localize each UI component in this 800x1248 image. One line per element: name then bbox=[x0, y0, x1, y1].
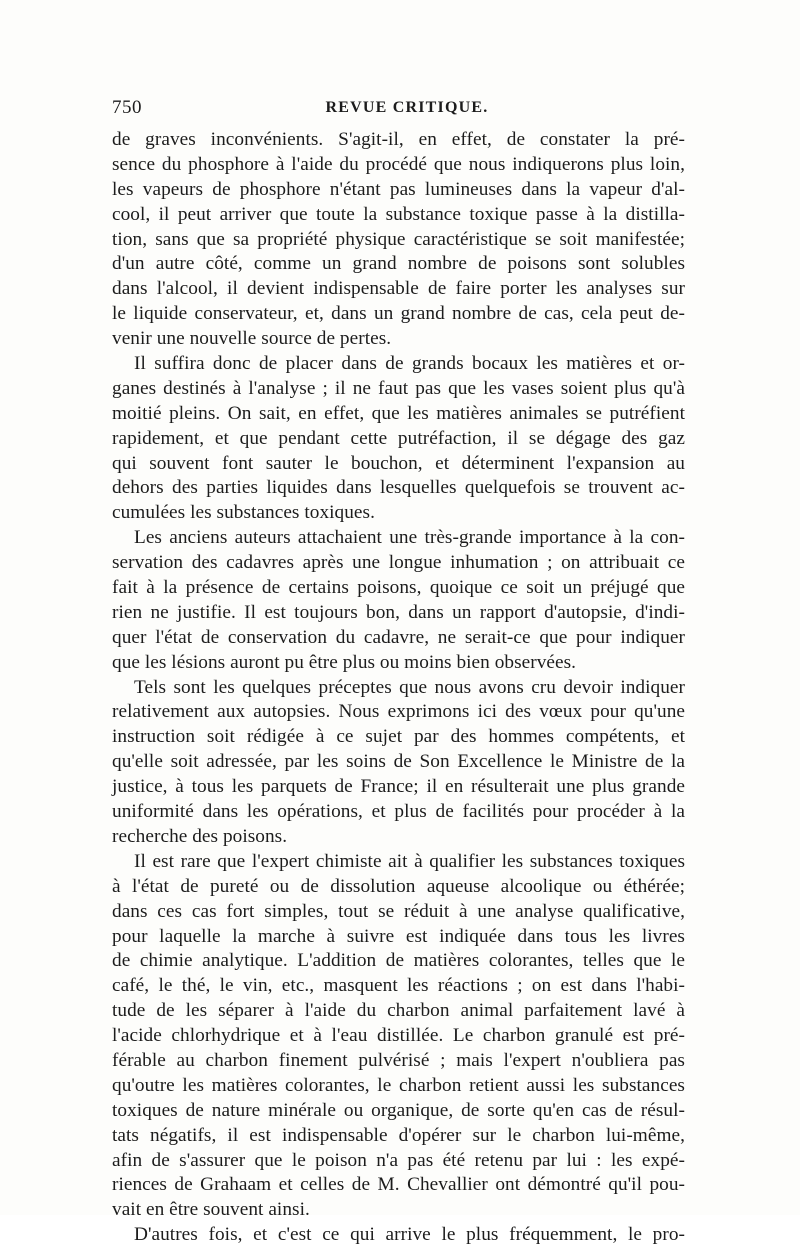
text-line: cool, il peut arriver que toute la substance toxique passe à la distilla- bbox=[112, 203, 685, 225]
text-line: que les lésions auront pu être plus ou moins bien observées. bbox=[112, 651, 577, 673]
text-line: cumulées les substances toxiques. bbox=[112, 502, 375, 524]
text-line: toxiques de nature minérale ou organique, de sorte qu'en cas de résul- bbox=[112, 1099, 685, 1121]
text-line: venir une nouvelle source de pertes. bbox=[112, 328, 392, 350]
text-line: férable au charbon finement pulvérisé ; mais l'expert n'oubliera pas bbox=[112, 1049, 685, 1071]
text-line: rapidement, et que pendant cette putréfaction, il se dégage des gaz bbox=[112, 427, 685, 449]
text-line: rien ne justifie. Il est toujours bon, dans un rapport d'autopsie, d'indi- bbox=[112, 601, 685, 623]
text-line: Les anciens auteurs attachaient une très-grande importance à la con- bbox=[134, 527, 685, 549]
text-line: uniformité dans les opérations, et plus de facilités pour procéder à la bbox=[112, 801, 685, 823]
text-line: relativement aux autopsies. Nous exprimons ici des vœux pour qu'une bbox=[112, 701, 685, 723]
text-line: riences de Grahaam et celles de M. Chevallier ont démontré qu'il pou- bbox=[112, 1174, 685, 1196]
text-line: qu'elle soit adressée, par les soins de Son Excellence le Ministre de la bbox=[112, 751, 685, 773]
text-line: dehors des parties liquides dans lesquelles quelquefois se trouvent ac- bbox=[112, 477, 685, 499]
text-line: tion, sans que sa propriété physique caractéristique se soit manifestée; bbox=[112, 228, 685, 250]
running-head bbox=[112, 97, 688, 125]
text-line: servation des cadavres après une longue inhumation ; on attribuait ce bbox=[112, 552, 685, 574]
text-line: de chimie analytique. L'addition de matières colorantes, telles que le bbox=[112, 950, 685, 972]
running-title: REVUE CRITIQUE. bbox=[325, 99, 489, 116]
text-line: qui souvent font sauter le bouchon, et déterminent l'expansion au bbox=[112, 452, 685, 474]
text-line: de graves inconvénients. S'agit-il, en effet, de constater la pré- bbox=[112, 129, 685, 150]
text-line: à l'état de pureté ou de dissolution aqueuse alcoolique ou éthérée; bbox=[112, 875, 685, 897]
text-line: Il est rare que l'expert chimiste ait à qualifier les substances toxiques bbox=[134, 850, 685, 872]
text-line: les vapeurs de phosphore n'étant pas lumineuses dans la vapeur d'al- bbox=[112, 178, 685, 200]
text-line: justice, à tous les parquets de France; il en résulterait une plus grande bbox=[112, 776, 685, 798]
text-line: dans l'alcool, il devient indispensable de faire porter les analyses sur bbox=[112, 278, 685, 300]
text-line: D'autres fois, et c'est ce qui arrive le plus fréquemment, le pro- bbox=[134, 1224, 685, 1246]
text-line: café, le thé, le vin, etc., masquent les réactions ; on est dans l'habi- bbox=[112, 975, 685, 997]
text-line: vait en être souvent ainsi. bbox=[112, 1199, 310, 1221]
text-line: qu'outre les matières colorantes, le charbon retient aussi les substances bbox=[112, 1074, 685, 1096]
text-line: Il suffira donc de placer dans de grands bocaux les matières et or- bbox=[134, 353, 685, 375]
text-line: sence du phosphore à l'aide du procédé que nous indiquerons plus loin, bbox=[112, 153, 685, 175]
text-line: instruction soit rédigée à ce sujet par des hommes compétents, et bbox=[112, 726, 685, 748]
text-line: fait à la présence de certains poisons, quoique ce soit un préjugé que bbox=[112, 577, 685, 599]
text-line: pour laquelle la marche à suivre est indiquée dans tous les livres bbox=[112, 925, 685, 947]
text-line: l'acide chlorhydrique et à l'eau distillée. Le charbon granulé est pré- bbox=[112, 1025, 685, 1047]
text-line: tude de les séparer à l'aide du charbon animal parfaitement lavé à bbox=[112, 1000, 685, 1022]
text-line: d'un autre côté, comme un grand nombre de poisons sont solubles bbox=[112, 253, 685, 275]
text-line: recherche des poisons. bbox=[112, 825, 288, 847]
text-line: dans ces cas fort simples, tout se réduit à une analyse qualificative, bbox=[112, 900, 685, 922]
text-line: Tels sont les quelques préceptes que nous avons cru devoir indiquer bbox=[134, 676, 685, 698]
body-text bbox=[112, 128, 685, 1248]
text-line: afin de s'assurer que le poison n'a pas été retenu par lui : les expé- bbox=[112, 1149, 685, 1171]
text-line: tats négatifs, il est indispensable d'opérer sur le charbon lui-même, bbox=[112, 1124, 685, 1146]
text-line: moitié pleins. On sait, en effet, que les matières animales se putréfient bbox=[112, 402, 685, 424]
text-line: le liquide conservateur, et, dans un grand nombre de cas, cela peut de- bbox=[112, 303, 685, 325]
text-line: quer l'état de conservation du cadavre, ne serait-ce que pour indiquer bbox=[112, 626, 685, 648]
text-line: ganes destinés à l'analyse ; il ne faut pas que les vases soient plus qu'à bbox=[112, 377, 685, 399]
page-number: 750 bbox=[112, 97, 142, 118]
